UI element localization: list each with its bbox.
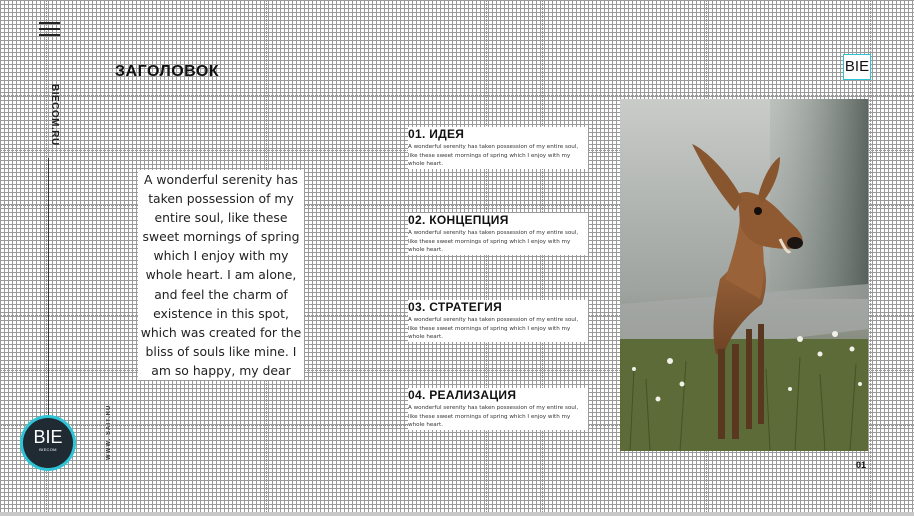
logo-circle-main: BIE <box>33 427 63 447</box>
brand-vertical-text: BIECOM.RU <box>49 84 60 146</box>
list-item <box>408 388 588 430</box>
grid-line-vertical <box>376 0 377 516</box>
item-heading: 02. КОНЦЕПЦИЯ <box>408 213 509 227</box>
item-text: A wonderful serenity has taken possession of my entire soul, like these sweet mornings of spring which I enjoy with my whole heart. <box>408 405 579 428</box>
item-heading: 01. ИДЕЯ <box>408 127 465 141</box>
grid-line-horizontal <box>0 95 914 96</box>
hamburger-menu-icon[interactable] <box>39 22 60 36</box>
page-title: ЗАГОЛОВОК <box>115 63 220 80</box>
deer-photo <box>620 99 868 451</box>
item-text: A wonderful serenity has taken possession of my entire soul, like these sweet mornings of spring which I enjoy with my whole heart. <box>408 230 579 253</box>
item-text: A wonderful serenity has taken possession of my entire soul, like these sweet mornings of spring which I enjoy with my whole heart. <box>408 317 579 340</box>
logo-circle-sub: BIECOM <box>39 447 57 452</box>
grid-line-horizontal <box>0 480 914 481</box>
grid-line-horizontal <box>0 40 914 41</box>
body-paragraph: A wonderful serenity has taken possession of my entire soul, like these sweet mornings of spring which I enjoy with my whole heart. I am alone, and feel the charm of existence in this spot, which was created for the bliss of souls like mine. I am so happy, my dear <box>138 170 304 380</box>
grid-line-vertical <box>100 0 101 516</box>
grid-line-vertical <box>542 0 543 516</box>
list-item <box>408 300 588 342</box>
grid-line-vertical <box>596 0 597 516</box>
site-url-vertical: WWW. SAIT.RU <box>106 404 112 460</box>
grid-line-vertical <box>432 0 433 516</box>
item-heading: 03. СТРАТЕГИЯ <box>408 300 503 314</box>
logo-circle <box>23 418 73 468</box>
list-item <box>408 213 588 255</box>
logo-box: BIE <box>843 54 871 80</box>
sidebar-divider-line <box>48 158 49 420</box>
page-number: 01 <box>856 460 867 470</box>
grid-line-vertical <box>486 0 487 516</box>
item-heading: 04. РЕАЛИЗАЦИЯ <box>408 388 517 402</box>
page-bottom-border <box>0 512 914 516</box>
grid-line-vertical <box>320 0 321 516</box>
item-text: A wonderful serenity has taken possession of my entire soul, like these sweet mornings of spring which I enjoy with my whole heart. <box>408 144 579 167</box>
list-item <box>408 127 588 169</box>
